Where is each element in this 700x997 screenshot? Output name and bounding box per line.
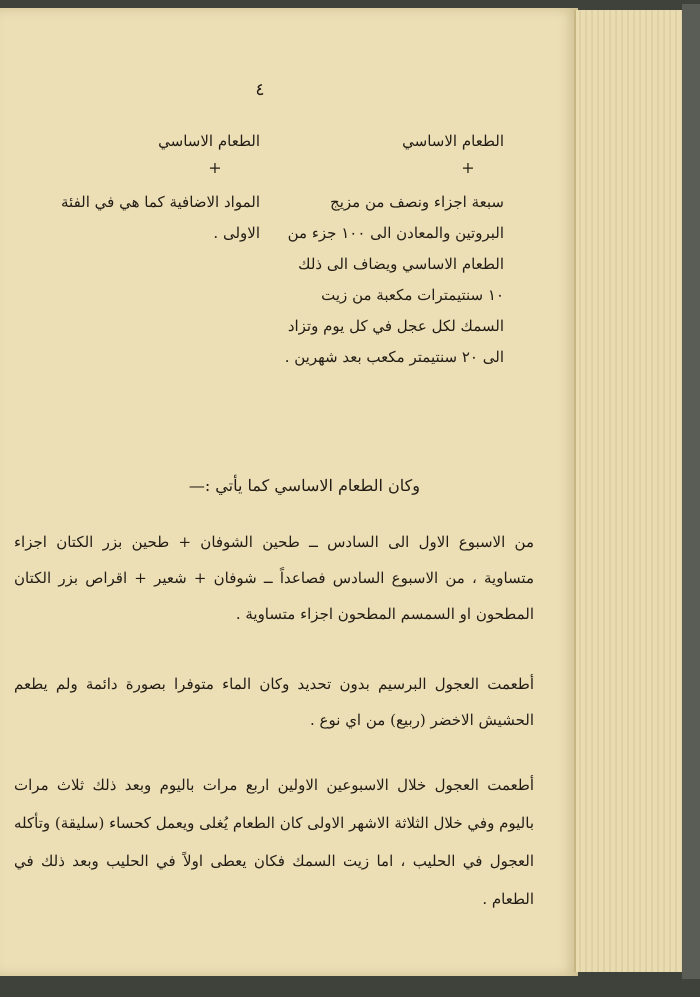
page-edges <box>574 10 684 972</box>
paragraph-clover-water: أطعمت العجول البرسيم بدون تحديد وكان الماء متوفرا بصورة دائمة ولم يطعم الحشيش الاخضر (ربيع) من اي نوع . <box>14 675 534 729</box>
left-column <box>20 126 260 249</box>
left-column-heading: الطعام الاساسي <box>158 132 260 150</box>
right-column-heading: الطعام الاساسي <box>402 132 504 150</box>
book-page <box>0 8 578 976</box>
right-column <box>282 126 504 373</box>
right-column-body: سبعة اجزاء ونصف من مزيج البروتين والمعادن الى ١٠٠ جزء من الطعام الاساسي ويضاف الى ذلك ١٠ سنتيمترات مكعبة من زيت السمك لكل عجل في كل يوم وتزاد الى ٢٠ سنتيمتر مكعب بعد شهرين . <box>284 193 504 366</box>
paragraph-feeding-frequency: أطعمت العجول خلال الاسبوعين الاولين اربع مرات باليوم وبعد ذلك ثلاث مرات باليوم وفي خلال الثلاثة الاشهر الاولى كان الطعام يُغلى ويعمل كحساء (سليقة) وتأكله العجول في الحليب ، اما زيت السمك فكان يعطى اولاً في الحليب وبعد ذلك في الطعام . <box>14 776 534 908</box>
page-number: ٤ <box>255 80 265 100</box>
right-column-plus: + <box>461 158 475 177</box>
book-cover-edge <box>682 4 700 979</box>
left-column-plus: + <box>208 158 222 177</box>
paragraph-feed-schedule: من الاسبوع الاول الى السادس ــ طحين الشوفان + طحين بزر الكتان اجزاء متساوية ، من الاسبوع السادس فصاعداً ــ شوفان + شعير + اقراص بزر الكتان المطحون او السمسم المطحون اجزاء متساوية . <box>14 533 534 623</box>
left-column-body: المواد الاضافية كما هي في الفئة الاولى . <box>61 193 260 242</box>
section-title: وكان الطعام الاساسي كما يأتي :— <box>188 476 420 495</box>
